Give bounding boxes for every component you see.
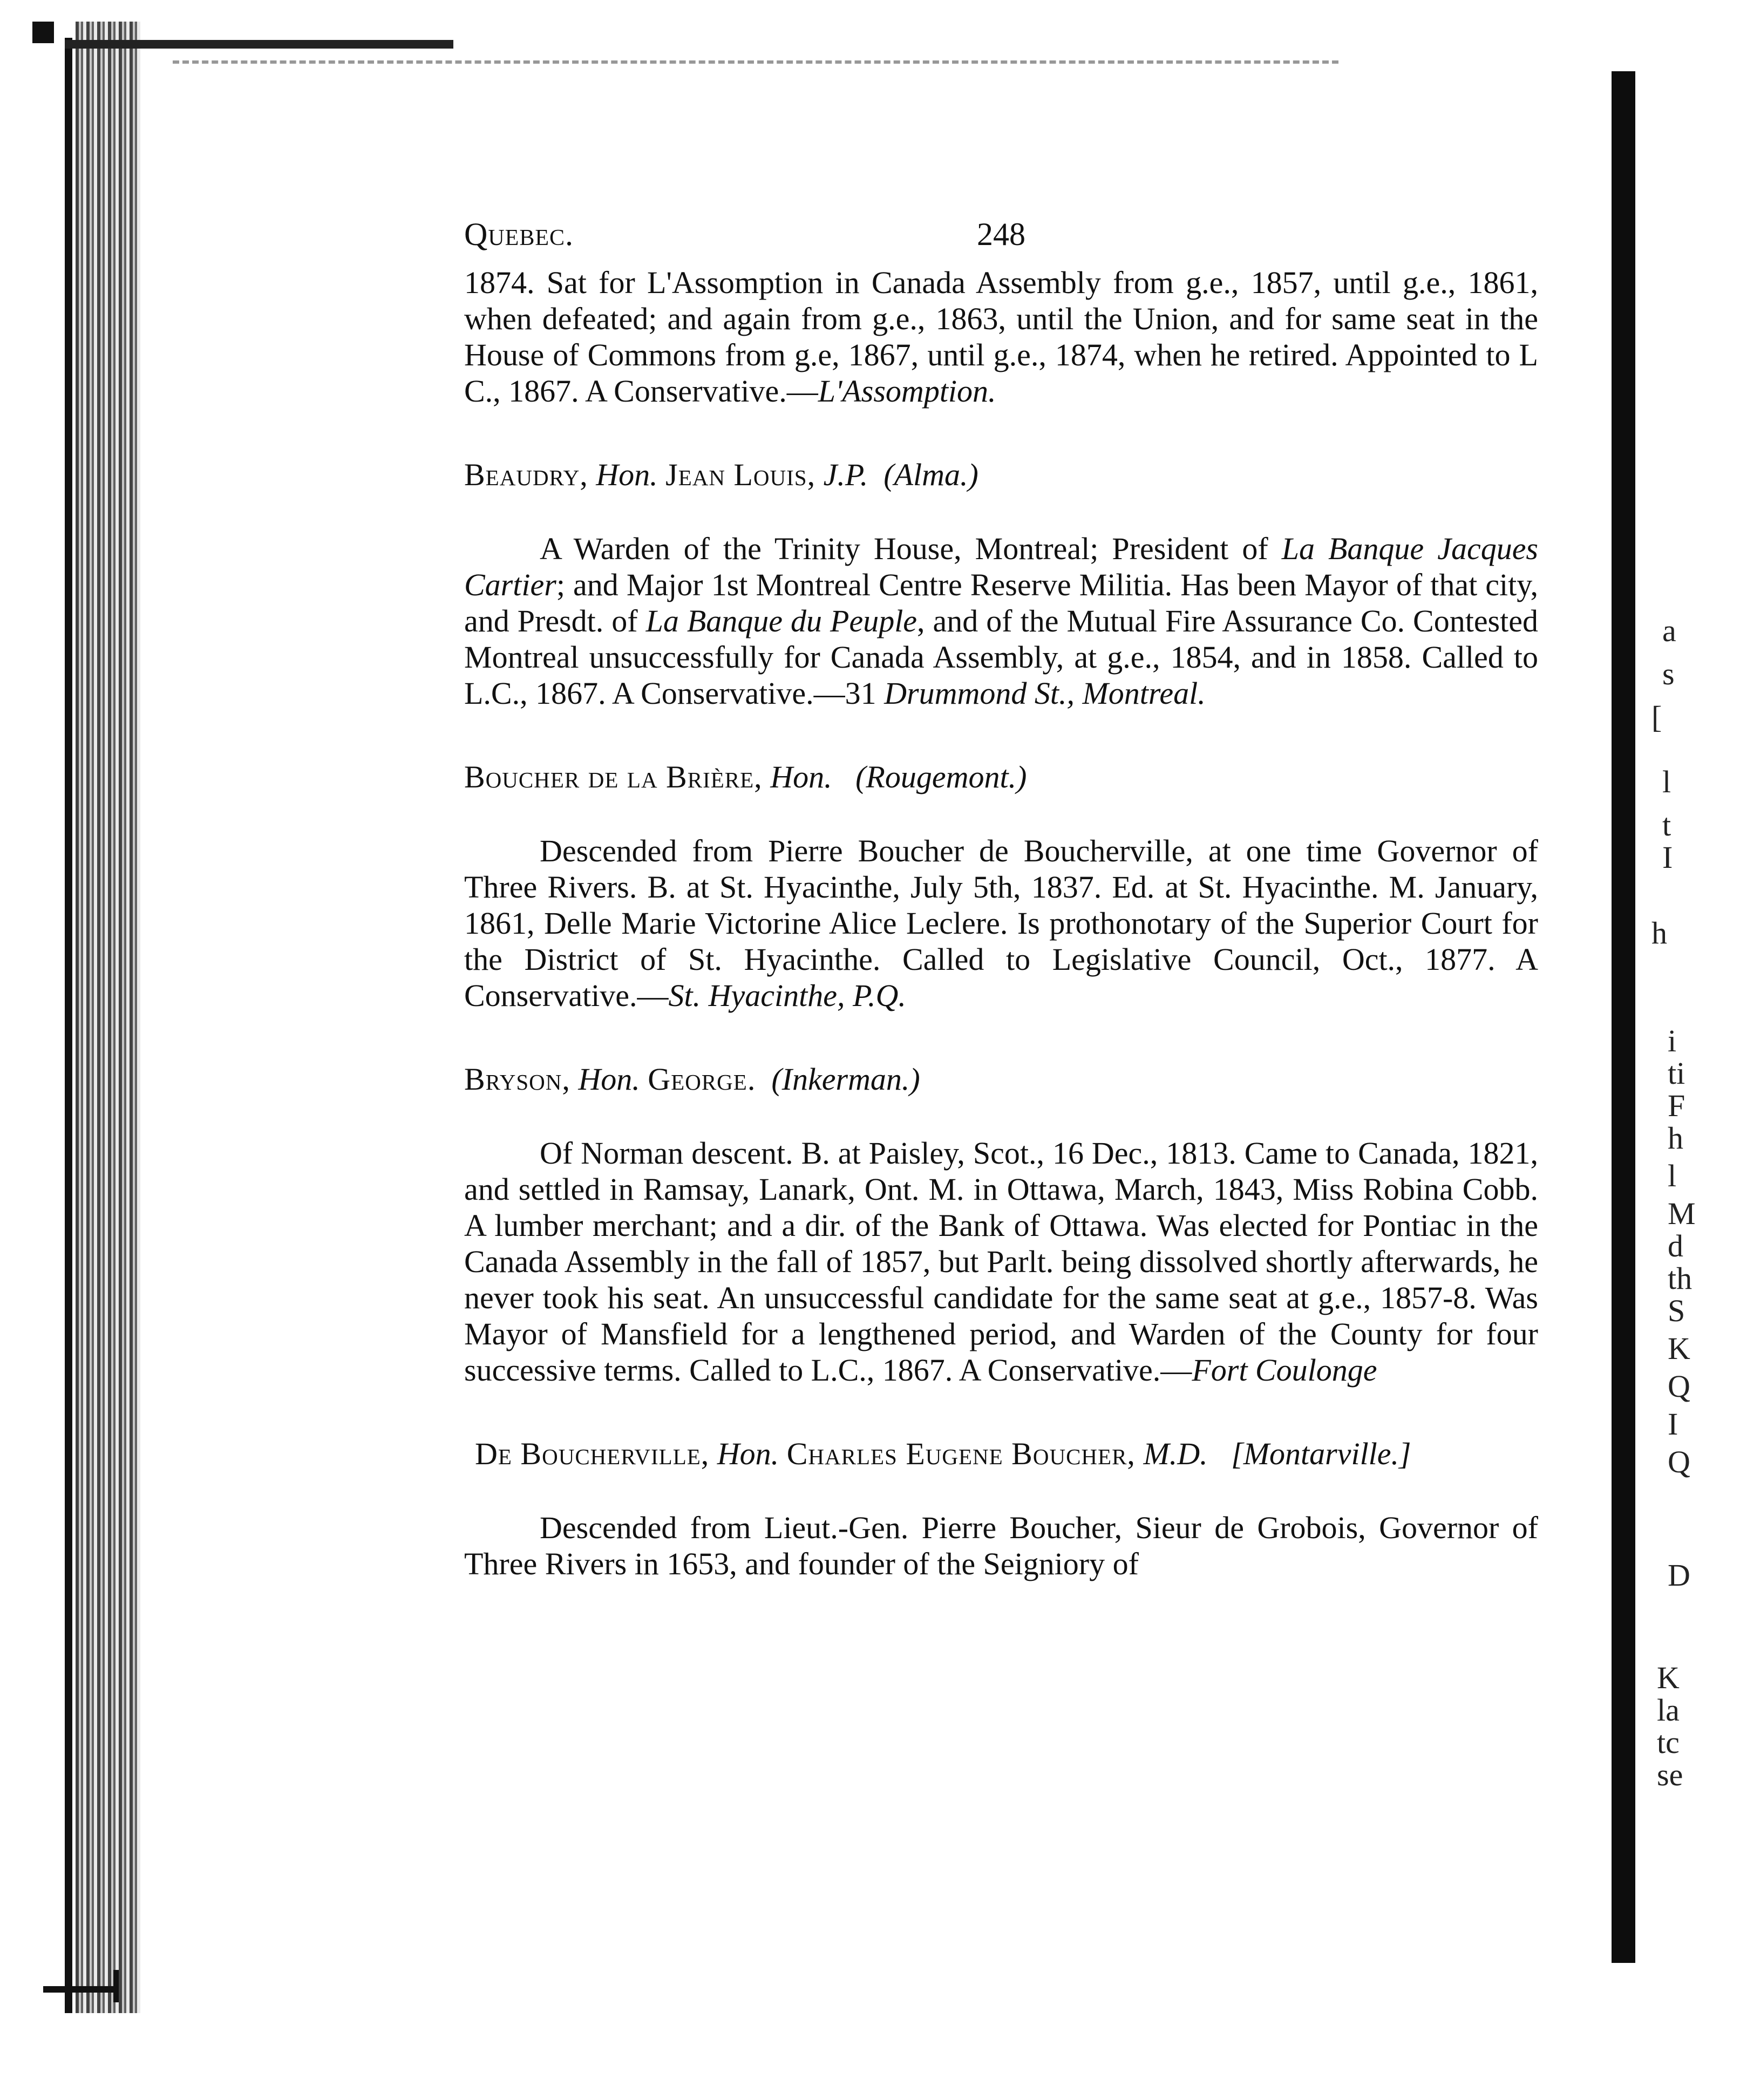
entry-body-text: Descended from Lieut.-Gen. Pierre Boucher, Sieur de Grobois, Governor of Three Rivers in 1653, and founder of the Seigniory of <box>464 1510 1538 1581</box>
adjacent-page-fragment: th <box>1668 1261 1693 1296</box>
entry-body-text: Of Norman descent. B. at Paisley, Scot., 16 Dec., 1813. Came to Canada, 1821, and settled in Ramsay, Lanark, Ont. M. in Ottawa, March, 1843, Miss Robina Cobb. A lumber merchant; and a dir. of the Bank of Ottawa. Was elected for Pontiac in the Canada Assembly in the fall of 1857, but Parlt. being dissolved shortly afterwards, he never took his seat. An unsuccessful candidate for the same seat at g.e., 1857-8. Was Mayor of Mansfield for a lengthened period, and Warden of the County for four successive terms. Called to L.C., 1867. A Conservative.— <box>464 1136 1538 1388</box>
adjacent-page-fragment: h <box>1651 915 1667 950</box>
adjacent-page-fragment: M <box>1668 1196 1696 1231</box>
entry-heading <box>464 1061 1538 1097</box>
entry-body-italic: La Banque du Peuple <box>645 603 917 638</box>
entry-body-italic: Drummond St., Montreal. <box>884 676 1206 711</box>
entry-heading <box>464 457 1538 493</box>
entry-title: Hon. <box>578 1062 640 1097</box>
adjacent-page-fragment: [ <box>1651 699 1662 735</box>
gutter-bar <box>1612 71 1635 1963</box>
entry-body-text: ; and Major 1st Montreal Centre Reserve Militia. Has been Mayor of that city, and Presdt. of <box>464 567 1538 638</box>
adjacent-page-fragment: S <box>1668 1293 1685 1328</box>
adjacent-page-fragment: Q <box>1668 1369 1690 1404</box>
continuation-address: L'Assomption. <box>818 373 996 409</box>
adjacent-page-fragment: a <box>1662 613 1676 648</box>
entry-body-italic: St. Hyacinthe, P.Q. <box>668 978 906 1013</box>
adjacent-page-fragment: se <box>1657 1757 1683 1792</box>
entry-heading <box>464 1436 1538 1472</box>
entry-surname: De Boucherville, <box>475 1436 710 1471</box>
entry-surname: Beaudry, <box>464 457 588 492</box>
entry-suffix: J.P. <box>823 457 868 492</box>
entry-body-text: A Warden of the Trinity House, Montreal; President of <box>540 531 1282 566</box>
scan-top-bar <box>65 40 453 49</box>
entry-body <box>464 1510 1538 1582</box>
entry-body <box>464 1135 1538 1388</box>
continuation-paragraph <box>464 264 1538 409</box>
adjacent-page-fragment: tc <box>1657 1725 1680 1760</box>
page <box>464 216 1538 1582</box>
adjacent-page-fragment: I <box>1662 840 1673 875</box>
page-binding <box>32 22 157 2013</box>
entry-body-italic: La Banque Jacques Cartier <box>464 531 1539 602</box>
entry-body <box>464 531 1538 711</box>
entry-division: (Rougemont.) <box>855 759 1027 794</box>
adjacent-page-edge <box>1641 0 1740 2100</box>
adjacent-page-fragment: s <box>1662 656 1675 691</box>
page-header <box>464 216 1538 264</box>
adjacent-page-fragment: D <box>1668 1558 1690 1593</box>
entry-division: (Alma.) <box>883 457 978 492</box>
entry-title: Hon. <box>717 1436 779 1471</box>
entry-title: Hon. <box>770 759 832 794</box>
adjacent-page-fragment: l <box>1668 1158 1677 1193</box>
adjacent-page-fragment: I <box>1668 1406 1678 1442</box>
entry-body-text: , and of the Mutual Fire Assurance Co. Contested Montreal unsuccessfully for Canada Assembly, at g.e., 1854, and in 1858. Called to L.C., 1867. A Conservative.—31 <box>464 603 1538 711</box>
continuation-text: 1874. Sat for L'Assomption in Canada Assembly from g.e., 1857, until g.e., 1861, when defeated; and again from g.e., 1863, until the Union, and for same seat in the House of Commons from g.e, 1867, until g.e., 1874, when he retired. Appointed to L C., 1867. A Conservative.— <box>464 265 1538 409</box>
entry-division: [Montarville.] <box>1231 1436 1411 1471</box>
adjacent-page-fragment: K <box>1657 1660 1680 1695</box>
adjacent-page-fragment: h <box>1668 1120 1683 1156</box>
running-head: Quebec. <box>464 216 574 252</box>
adjacent-page-fragment: K <box>1668 1331 1690 1366</box>
page-number: 248 <box>977 216 1025 252</box>
entry-surname: Bryson, <box>464 1062 570 1097</box>
entry-suffix: M.D. <box>1143 1436 1208 1471</box>
adjacent-page-fragment: la <box>1657 1693 1680 1728</box>
adjacent-page-fragment: i <box>1668 1023 1677 1058</box>
adjacent-page-fragment: l <box>1662 764 1671 799</box>
adjacent-page-fragment: F <box>1668 1088 1685 1123</box>
adjacent-page-fragment: t <box>1662 807 1671 842</box>
scan-top-rule <box>173 60 1338 64</box>
entry-title: Hon. <box>596 457 658 492</box>
entry-body <box>464 833 1538 1014</box>
entry-given-names: George. <box>648 1062 756 1097</box>
entry-body-italic: Fort Coulonge <box>1192 1353 1377 1388</box>
entry-surname: Boucher de la Brière, <box>464 759 763 794</box>
adjacent-page-fragment: d <box>1668 1228 1683 1263</box>
entry-heading <box>464 759 1538 795</box>
entry-body-text: Descended from Pierre Boucher de Boucherville, at one time Governor of Three Rivers. B. at St. Hyacinthe, July 5th, 1837. Ed. at St. Hyacinthe. M. January, 1861, Delle Marie Victorine Alice Leclere. Is prothonotary of the Superior Court for the District of St. Hyacinthe. Called to Legislative Council, Oct., 1877. A Conservative.— <box>464 833 1538 1013</box>
entry-given-names: Jean Louis, <box>665 457 816 492</box>
entry-given-names: Charles Eugene Boucher, <box>786 1436 1136 1471</box>
adjacent-page-fragment: ti <box>1668 1056 1685 1091</box>
adjacent-page-fragment: Q <box>1668 1444 1690 1479</box>
entry-division: (Inkerman.) <box>771 1062 920 1097</box>
